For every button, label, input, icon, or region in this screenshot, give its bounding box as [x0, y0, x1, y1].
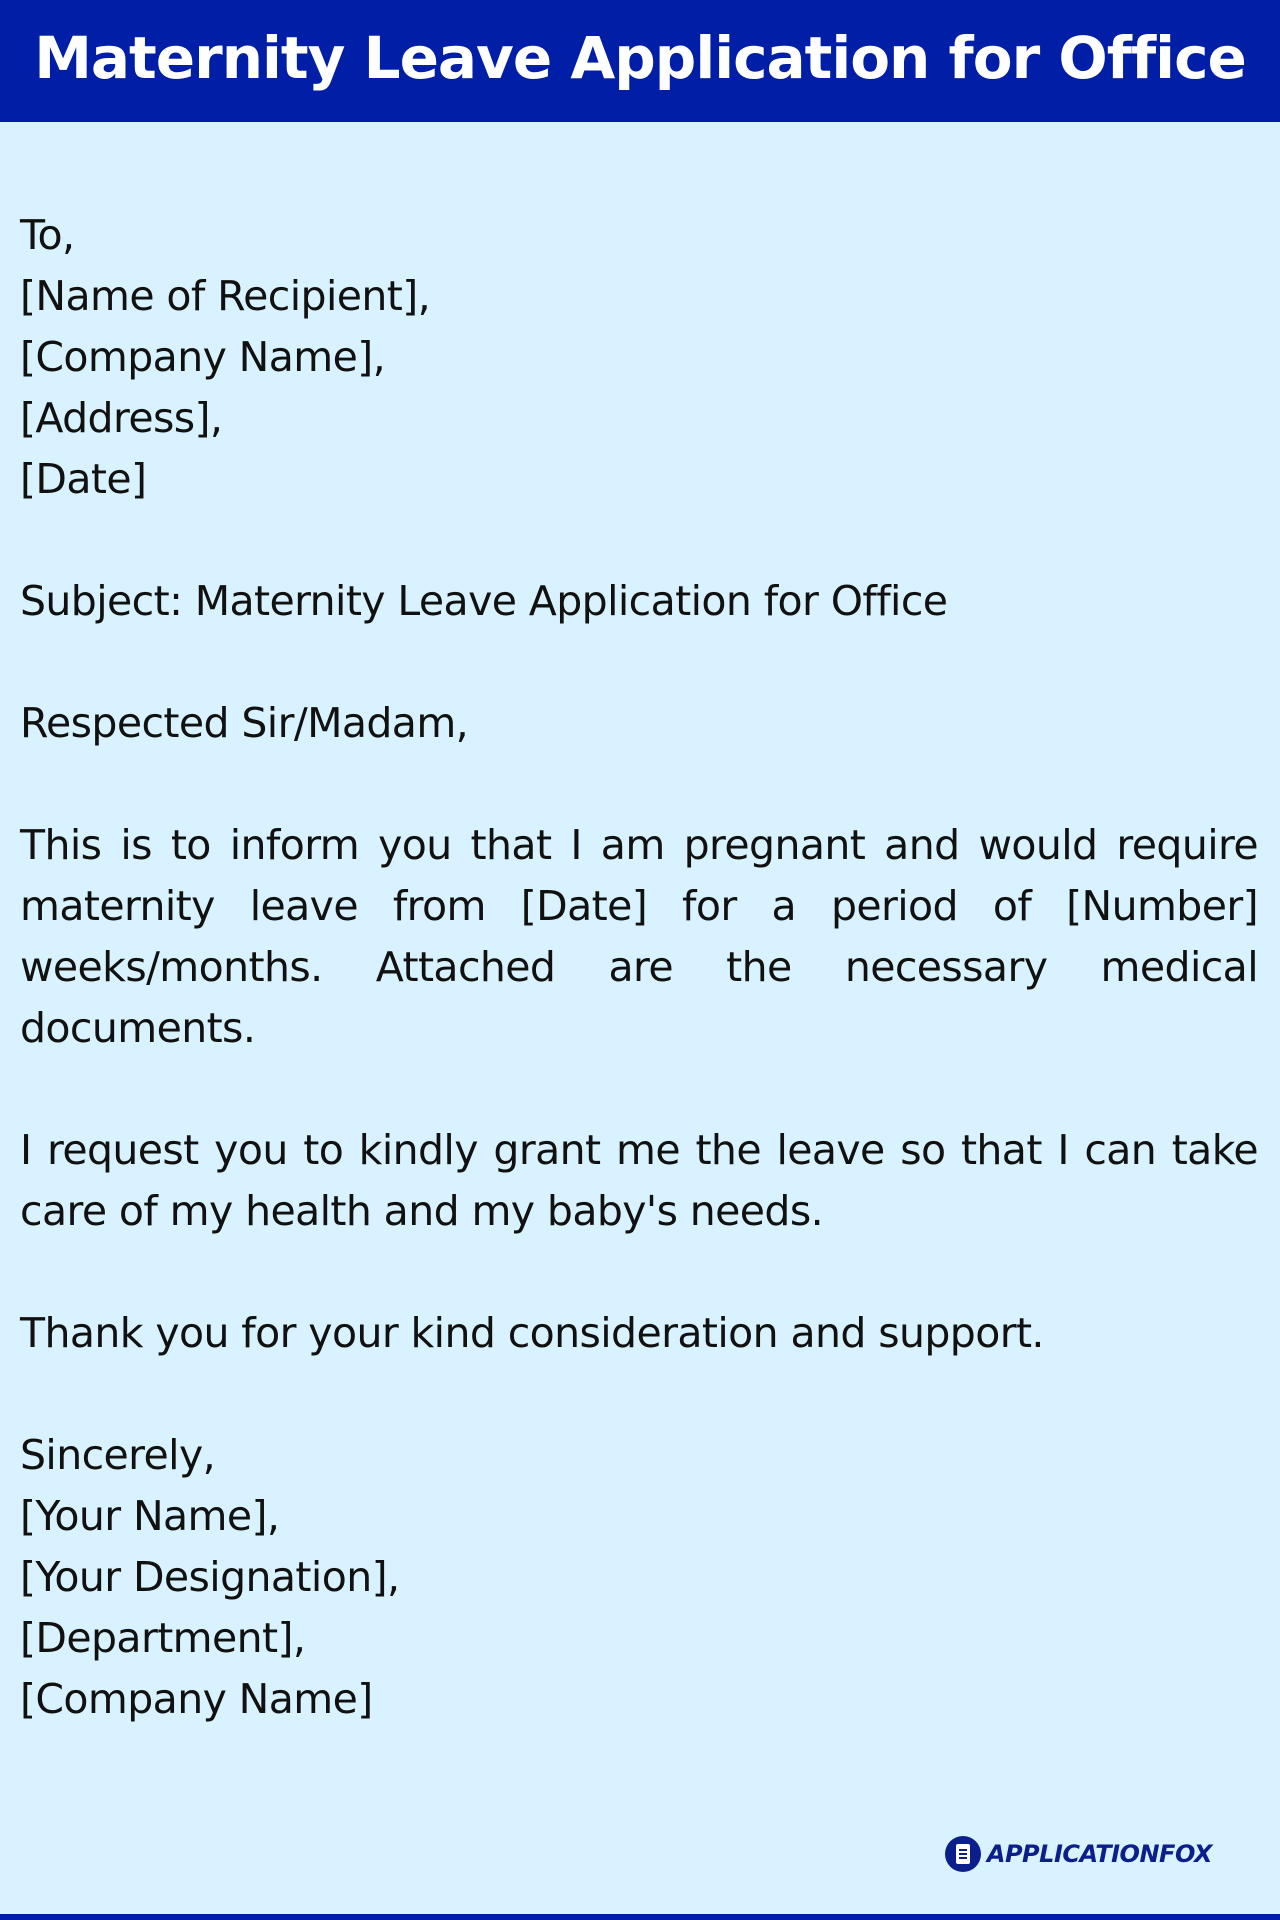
sender-company: [Company Name] [20, 1675, 373, 1723]
sender-department: [Department], [20, 1614, 306, 1662]
body-paragraph-2: I request you to kindly grant me the leave so that I can take care of my health and my baby's needs. [20, 1126, 1258, 1235]
body-paragraph-3: Thank you for your kind consideration and support. [20, 1309, 1044, 1357]
sender-designation: [Your Designation], [20, 1553, 400, 1601]
letter-date: [Date] [20, 455, 147, 503]
spacer [20, 754, 1258, 815]
to-label: To, [20, 211, 75, 259]
page-title: Maternity Leave Application for Office [34, 24, 1246, 92]
subject-line: Subject: Maternity Leave Application for Office [20, 577, 948, 625]
letter-body [20, 205, 1258, 1730]
spacer [20, 1059, 1258, 1120]
bottom-bar [0, 1914, 1280, 1920]
salutation: Respected Sir/Madam, [20, 699, 469, 747]
spacer [20, 632, 1258, 693]
spacer [20, 510, 1258, 571]
logo-text: APPLICATIONFOX [986, 1840, 1212, 1868]
sender-name: [Your Name], [20, 1492, 280, 1540]
document-icon [945, 1836, 981, 1872]
spacer [20, 1364, 1258, 1425]
spacer [20, 1242, 1258, 1303]
page-header [0, 0, 1280, 122]
recipient-name: [Name of Recipient], [20, 272, 431, 320]
recipient-company: [Company Name], [20, 333, 386, 381]
closing: Sincerely, [20, 1431, 216, 1479]
body-paragraph-1: This is to inform you that I am pregnant and would require maternity leave from [Date] for a period of [Number] weeks/months. Attached are the necessary medical documents. [20, 821, 1258, 1052]
applicationfox-logo [945, 1836, 1212, 1872]
recipient-address: [Address], [20, 394, 223, 442]
